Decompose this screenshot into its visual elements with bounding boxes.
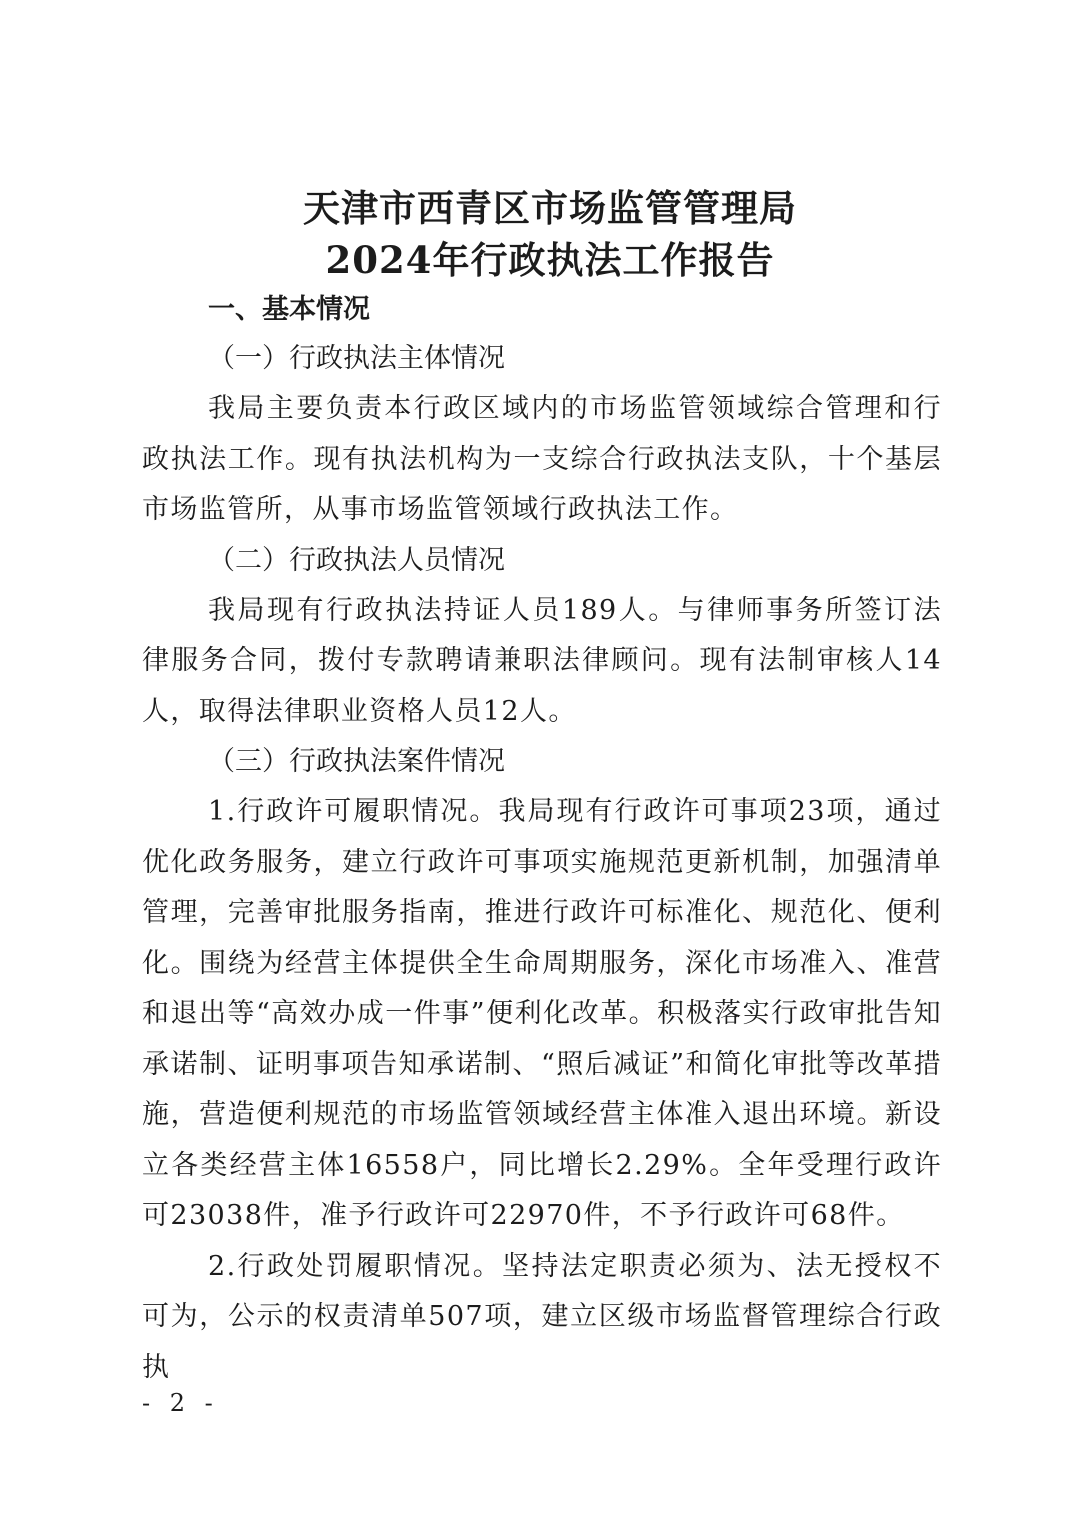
document-title (158, 182, 942, 286)
paragraph-enforcement-subject: 我局主要负责本行政区域内的市场监管领域综合管理和行政执法工作。现有执法机构为一支综合行政执法支队，十个基层市场监管所，从事市场监管领域行政执法工作。 (142, 393, 942, 525)
paragraph-administrative-penalty: 2.行政处罚履职情况。坚持法定职责必须为、法无授权不可为，公示的权责清单507项，建立区级市场监督管理综合行政执 (142, 1250, 942, 1383)
page-number: - 2 - (142, 1389, 219, 1417)
paragraph-enforcement-personnel: 我局现有行政执法持证人员189人。与律师事务所签订法律服务合同，拨付专款聘请兼职法律顾问。现有法制审核人14人，取得法律职业资格人员12人。 (142, 594, 942, 727)
title-line-1: 天津市西青区市场监管管理局 (303, 186, 797, 230)
paragraph-administrative-licensing: 1.行政许可履职情况。我局现有行政许可事项23项，通过优化政务服务，建立行政许可事项实施规范更新机制，加强清单管理，完善审批服务指南，推进行政许可标准化、规范化、便利化。围绕为经营主体提供全生命周期服务，深化市场准入、准营和退出等“高效办成一件事”便利化改革。积极落实行政审批告知承诺制、证明事项告知承诺制、“照后减证”和简化审批等改革措施，营造便利规范的市场监管领域经营主体准入退出环境。新设立各类经营主体16558户，同比增长2.29%。全年受理行政许可23038件，准予行政许可22970件，不予行政许可68件。 (142, 796, 942, 1231)
subheading-enforcement-subject: （一）行政执法主体情况 (208, 343, 505, 374)
section-heading-basic-info: 一、基本情况 (208, 294, 370, 325)
subheading-enforcement-personnel: （二）行政执法人员情况 (208, 544, 505, 576)
subheading-enforcement-cases: （三）行政执法案件情况 (208, 746, 505, 777)
title-line-2: 2024年行政执法工作报告 (325, 238, 775, 282)
